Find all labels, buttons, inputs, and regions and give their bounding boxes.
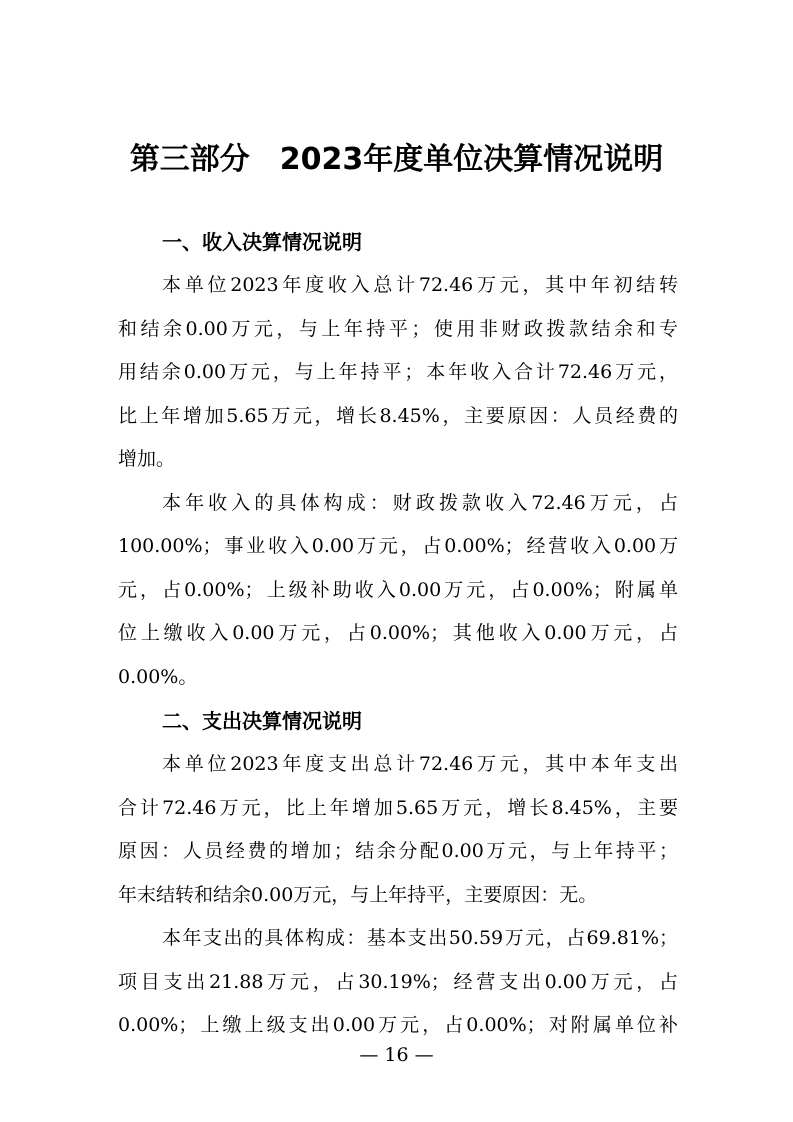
text-line: 本单位2023年度支出总计72.46万元，其中本年支出 <box>162 753 678 775</box>
title-part: 第三部分 <box>129 142 250 177</box>
text-line: 本年支出的具体构成：基本支出50.59万元，占69.81%； <box>162 927 678 949</box>
text-line: 0.00%。 <box>118 665 198 688</box>
text-line: 100.00%；事业收入0.00万元，占0.00%；经营收入0.00万 <box>118 535 678 557</box>
text-line: 合计72.46万元，比上年增加5.65万元，增长8.45%，主要 <box>118 796 678 819</box>
text-line: 本年收入的具体构成：财政拨款收入72.46万元，占 <box>162 491 678 514</box>
page-title <box>0 138 793 182</box>
text-line: 用结余0.00万元，与上年持平；本年收入合计72.46万元， <box>118 361 678 383</box>
page-number: — 16 — <box>359 1044 434 1066</box>
paragraph-income-composition <box>118 482 678 700</box>
text-line: 年末结转和结余0.00万元，与上年持平，主要原因：无。 <box>118 883 598 906</box>
text-line: 原因：人员经费的增加；结余分配0.00万元，与上年持平； <box>118 840 678 862</box>
section-heading-income: 一、收入决算情况说明 <box>162 230 362 254</box>
title-text: 2023年度单位决算情况说明 <box>279 142 664 177</box>
text-line: 0.00%；上缴上级支出0.00万元，占0.00%；对附属单位补 <box>118 1014 678 1036</box>
paragraph-income-summary <box>118 264 678 482</box>
section-heading-expenditure: 二、支出决算情况说明 <box>162 709 362 733</box>
text-line: 元，占0.00%；上级补助收入0.00万元，占0.00%；附属单 <box>118 578 678 601</box>
paragraph-expenditure-summary <box>118 743 678 917</box>
text-line: 项目支出21.88万元，占30.19%；经营支出0.00万元，占 <box>118 970 678 993</box>
paragraph-expenditure-composition <box>118 917 678 1048</box>
text-line: 位上缴收入0.00万元，占0.00%；其他收入0.00万元，占 <box>118 622 678 644</box>
text-line: 本单位2023年度收入总计72.46万元，其中年初结转 <box>162 274 678 296</box>
text-line: 和结余0.00万元，与上年持平；使用非财政拨款结余和专 <box>118 317 678 340</box>
document-body <box>118 220 678 1048</box>
text-line: 增加。 <box>118 448 176 470</box>
text-line: 比上年增加5.65万元，增长8.45%，主要原因：人员经费的 <box>118 404 678 427</box>
